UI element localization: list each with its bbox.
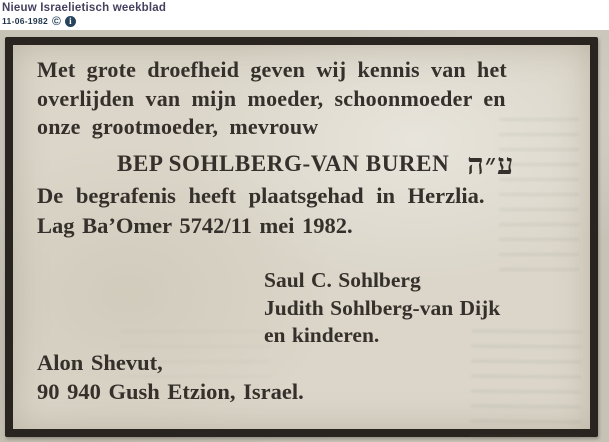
- copyright-icon[interactable]: ©: [52, 14, 61, 28]
- signatory: Judith Sohlberg-van Dijk: [264, 295, 501, 320]
- viewer-header: [0, 0, 609, 30]
- signatory: en kinderen.: [264, 323, 380, 347]
- newspaper-clipping-scan: [0, 30, 609, 442]
- source-meta: [2, 15, 609, 27]
- intro-line: overlijden van mijn moeder, schoonmoeder en: [37, 85, 506, 111]
- burial-paragraph: [37, 181, 484, 241]
- burial-line: De begrafenis heeft plaatsgehad in Herzlia.: [37, 183, 485, 208]
- intro-paragraph: [37, 56, 507, 142]
- signatory: Saul C. Sohlberg: [264, 268, 421, 292]
- info-icon[interactable]: i: [65, 16, 76, 27]
- source-title-link[interactable]: Nieuw Israelietisch weekblad: [2, 2, 167, 14]
- announcement-text: [0, 30, 609, 442]
- deceased-name-line: [117, 147, 514, 182]
- deceased-name: BEP SOHLBERG-VAN BUREN: [117, 151, 450, 176]
- intro-line: onze grootmoeder, mevrouw: [37, 114, 319, 139]
- hebrew-honorific: ע״ה: [467, 147, 515, 181]
- address-block: [37, 349, 304, 406]
- intro-line: Met grote droefheid geven wij kennis van het: [37, 57, 507, 82]
- publication-date: 11-06-1982: [2, 16, 49, 26]
- burial-line: Lag Ba’Omer 5742/11 mei 1982.: [37, 213, 353, 238]
- address-line: 90 940 Gush Etzion, Israel.: [37, 378, 304, 404]
- signatories-block: [264, 267, 500, 350]
- address-line: Alon Shevut,: [37, 350, 163, 375]
